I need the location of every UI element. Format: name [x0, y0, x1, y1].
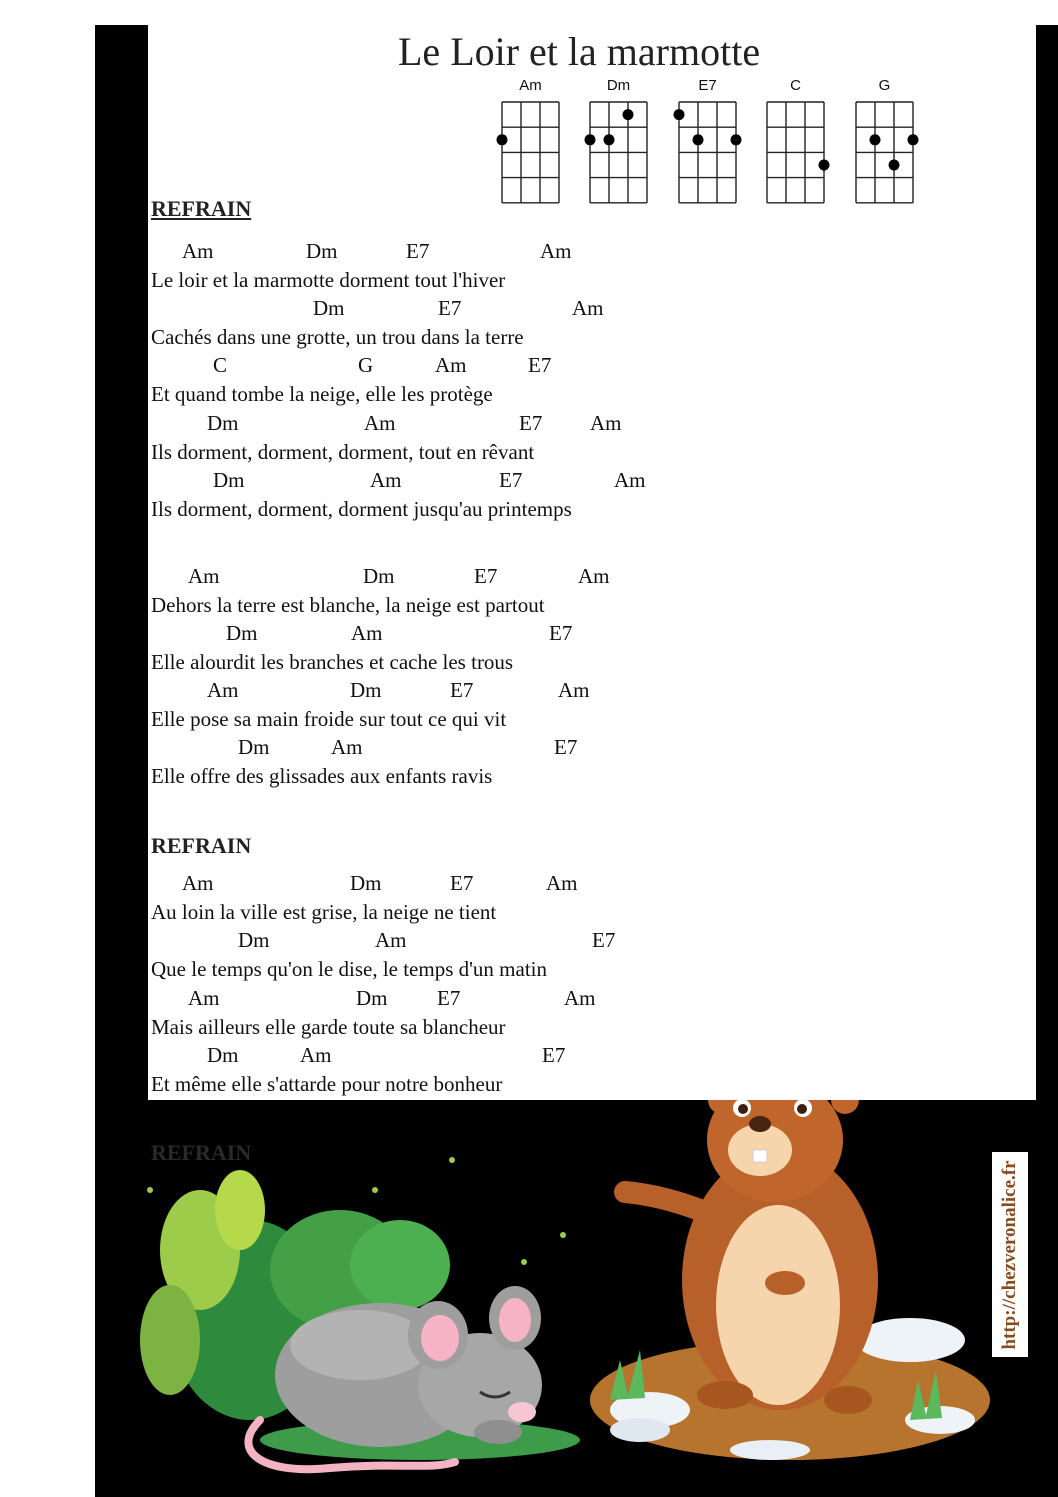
chord-symbol: E7 [450, 871, 474, 895]
lyric-line: Elle pose sa main froide sur tout ce qui vit [151, 707, 507, 731]
lyric-line: Et même elle s'attarde pour notre bonheur [151, 1072, 503, 1096]
chord-finger-dot [731, 134, 742, 145]
chord-symbol: E7 [542, 1043, 566, 1067]
chord-symbol: Dm [238, 735, 270, 759]
chord-symbol: E7 [519, 411, 543, 435]
chord-symbol: Dm [226, 621, 258, 645]
chord-symbol: Am [331, 735, 363, 759]
chord-symbol: Am [188, 986, 220, 1010]
chord-symbol: Dm [350, 871, 382, 895]
chord-symbol: E7 [549, 621, 573, 645]
chord-diagram-label: Dm [606, 77, 631, 94]
chord-finger-dot [623, 109, 634, 120]
chord-symbol: Am [540, 239, 572, 263]
refrain-label-1: REFRAIN [151, 196, 252, 221]
chord-symbol: Am [578, 564, 610, 588]
chord-symbol: Am [564, 986, 596, 1010]
chord-symbol: Am [614, 468, 646, 492]
chord-symbol: Dm [356, 986, 388, 1010]
chord-symbol: E7 [437, 986, 461, 1010]
lyric-line: Mais ailleurs elle garde toute sa blancheur [151, 1015, 506, 1039]
chord-diagram-label: E7 [698, 77, 717, 94]
chord-diagram-label: G [878, 77, 891, 94]
chord-symbol: E7 [438, 296, 462, 320]
illustration [0, 1100, 1058, 1497]
chord-symbol: E7 [592, 928, 616, 952]
chord-symbol: G [358, 353, 374, 377]
chord-diagrams [0, 0, 1058, 220]
lyric-line: Ils dorment, dorment, dorment jusqu'au printemps [151, 497, 572, 521]
chord-symbol: Dm [363, 564, 395, 588]
chord-finger-dot [889, 160, 900, 171]
lyric-line: Que le temps qu'on le dise, le temps d'un matin [151, 957, 547, 981]
chord-symbol: Am [572, 296, 604, 320]
chord-finger-dot [604, 134, 615, 145]
chord-symbol: Am [207, 678, 239, 702]
chord-symbol: Am [188, 564, 220, 588]
chord-symbol: E7 [474, 564, 498, 588]
chord-symbol: Am [375, 928, 407, 952]
song-title: Le Loir et la marmotte [398, 29, 761, 74]
chord-symbol: Am [182, 871, 214, 895]
lyric-line: Cachés dans une grotte, un trou dans la terre [151, 325, 524, 349]
chord-diagram-am [497, 102, 560, 203]
chord-diagram-c [767, 102, 830, 203]
lyric-line: Dehors la terre est blanche, la neige est partout [151, 593, 545, 617]
chord-symbol: C [213, 353, 228, 377]
lyric-line: Elle offre des glissades aux enfants ravis [151, 764, 493, 788]
chord-symbol: Dm [238, 928, 270, 952]
chord-symbol: E7 [528, 353, 552, 377]
lyric-line: Au loin la ville est grise, la neige ne tient [151, 900, 497, 924]
chord-diagram-dm [585, 102, 648, 203]
chord-symbol: Dm [213, 468, 245, 492]
refrain-label-3: REFRAIN [151, 1140, 252, 1165]
chord-symbol: Am [546, 871, 578, 895]
chord-finger-dot [693, 134, 704, 145]
lyric-line: Et quand tombe la neige, elle les protège [151, 382, 493, 406]
chord-diagram-label: Am [519, 77, 542, 94]
chord-finger-dot [674, 109, 685, 120]
chord-symbol: Dm [207, 1043, 239, 1067]
chord-symbol: Am [364, 411, 396, 435]
lyric-line: Ils dorment, dorment, dorment, tout en rêvant [151, 440, 535, 464]
chord-symbol: Am [300, 1043, 332, 1067]
chord-symbol: E7 [499, 468, 523, 492]
chord-symbol: Am [182, 239, 214, 263]
chord-symbol: Am [370, 468, 402, 492]
chord-symbol: Dm [306, 239, 338, 263]
chord-symbol: Am [435, 353, 467, 377]
chord-finger-dot [870, 134, 881, 145]
chord-symbol: E7 [406, 239, 430, 263]
chord-finger-dot [819, 160, 830, 171]
website-label [992, 1152, 1028, 1357]
chord-symbol: Am [558, 678, 590, 702]
chord-finger-dot [497, 134, 508, 145]
refrain-label-2: REFRAIN [151, 833, 252, 858]
lyric-line: Elle alourdit les branches et cache les trous [151, 650, 514, 674]
chord-diagram-e7 [674, 102, 742, 203]
chord-finger-dot [585, 134, 596, 145]
chord-symbol: Am [590, 411, 622, 435]
chord-symbol: Am [351, 621, 383, 645]
chord-symbol: E7 [450, 678, 474, 702]
chord-symbol: Dm [350, 678, 382, 702]
chord-symbol: E7 [554, 735, 578, 759]
chord-diagram-g [856, 102, 919, 203]
chord-symbol: Dm [207, 411, 239, 435]
lyric-line: Le loir et la marmotte dorment tout l'hiver [151, 268, 506, 292]
chord-symbol: Dm [313, 296, 345, 320]
chord-finger-dot [908, 134, 919, 145]
chord-diagram-label: C [790, 77, 801, 94]
website-text[interactable]: http://chezveronalice.fr [999, 1159, 1020, 1350]
